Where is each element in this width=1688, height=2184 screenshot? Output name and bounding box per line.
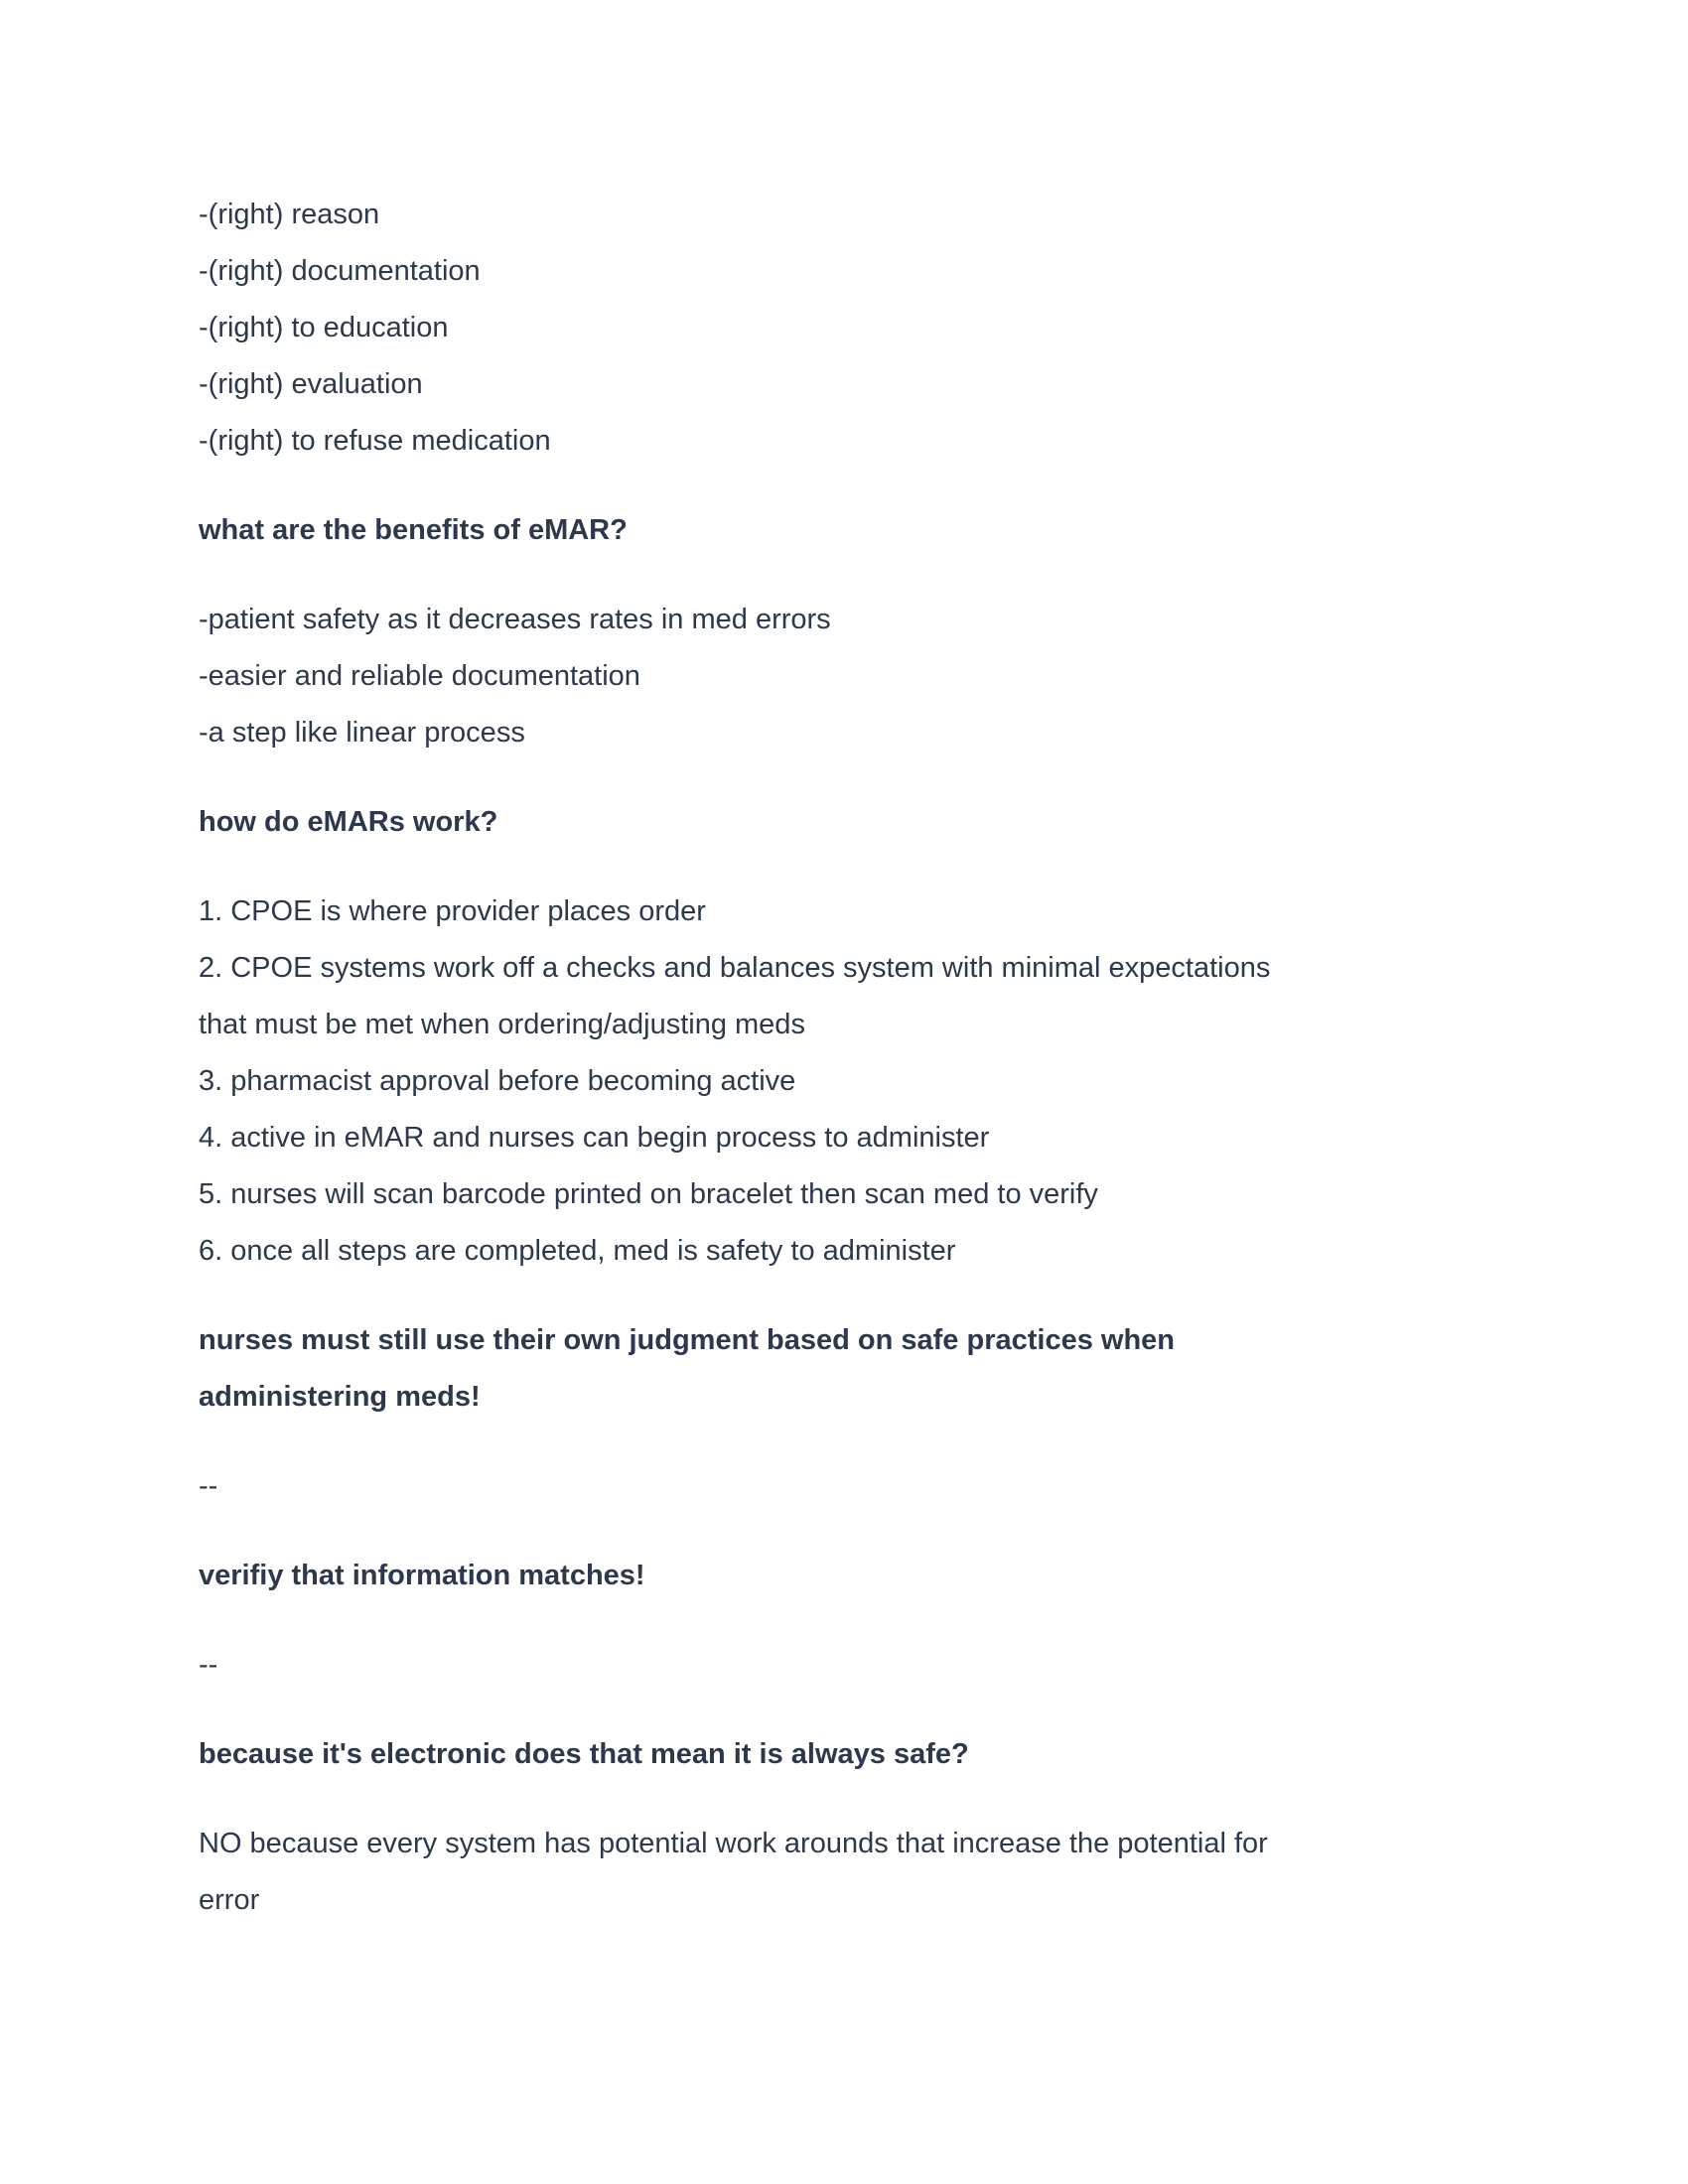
text-line: -(right) reason (199, 199, 380, 230)
heading-line: verifiy that information matches! (199, 1560, 645, 1591)
question-heading-always-safe (199, 1726, 1450, 1783)
question-heading-how-emars-work (199, 794, 1450, 851)
text-line: NO because every system has potential work arounds that increase the potential for (199, 1828, 1268, 1859)
text-line: -(right) documentation (199, 255, 481, 287)
text-line: -patient safety as it decreases rates in med errors (199, 604, 831, 635)
text-line: 6. once all steps are completed, med is safety to administer (199, 1235, 956, 1267)
always-safe-answer-paragraph (199, 1816, 1450, 1929)
text-line: -a step like linear process (199, 717, 525, 749)
heading-line: what are the benefits of eMAR? (199, 514, 628, 546)
text-line: -(right) to refuse medication (199, 425, 551, 457)
note-heading-verify-information (199, 1548, 1450, 1604)
text-line: 5. nurses will scan barcode printed on bracelet then scan med to verify (199, 1178, 1098, 1210)
how-emars-work-answer-paragraph (199, 884, 1450, 1280)
text-line: 4. active in eMAR and nurses can begin process to administer (199, 1122, 990, 1154)
question-heading-benefits (199, 502, 1450, 559)
text-line: error (199, 1884, 260, 1916)
text-line: -easier and reliable documentation (199, 660, 640, 692)
text-line: 2. CPOE systems work off a checks and balances system with minimal expectations (199, 952, 1271, 984)
text-line: 1. CPOE is where provider places order (199, 895, 706, 927)
text-line: 3. pharmacist approval before becoming active (199, 1065, 796, 1097)
heading-line: nurses must still use their own judgment based on safe practices when (199, 1324, 1176, 1356)
text-line: that must be met when ordering/adjusting meds (199, 1009, 805, 1040)
heading-line: how do eMARs work? (199, 806, 498, 838)
heading-line: because it's electronic does that mean it is always safe? (199, 1738, 969, 1770)
text-line: -(right) to education (199, 312, 449, 343)
dash-separator (199, 1458, 1450, 1515)
dash-separator (199, 1637, 1450, 1694)
heading-line: administering meds! (199, 1381, 481, 1413)
rights-list-paragraph (199, 187, 1450, 470)
text-line: -(right) evaluation (199, 368, 423, 400)
separator-line: -- (199, 1649, 218, 1681)
separator-line: -- (199, 1470, 218, 1502)
note-heading-nurses-judgment (199, 1312, 1450, 1426)
benefits-answer-paragraph (199, 592, 1450, 761)
